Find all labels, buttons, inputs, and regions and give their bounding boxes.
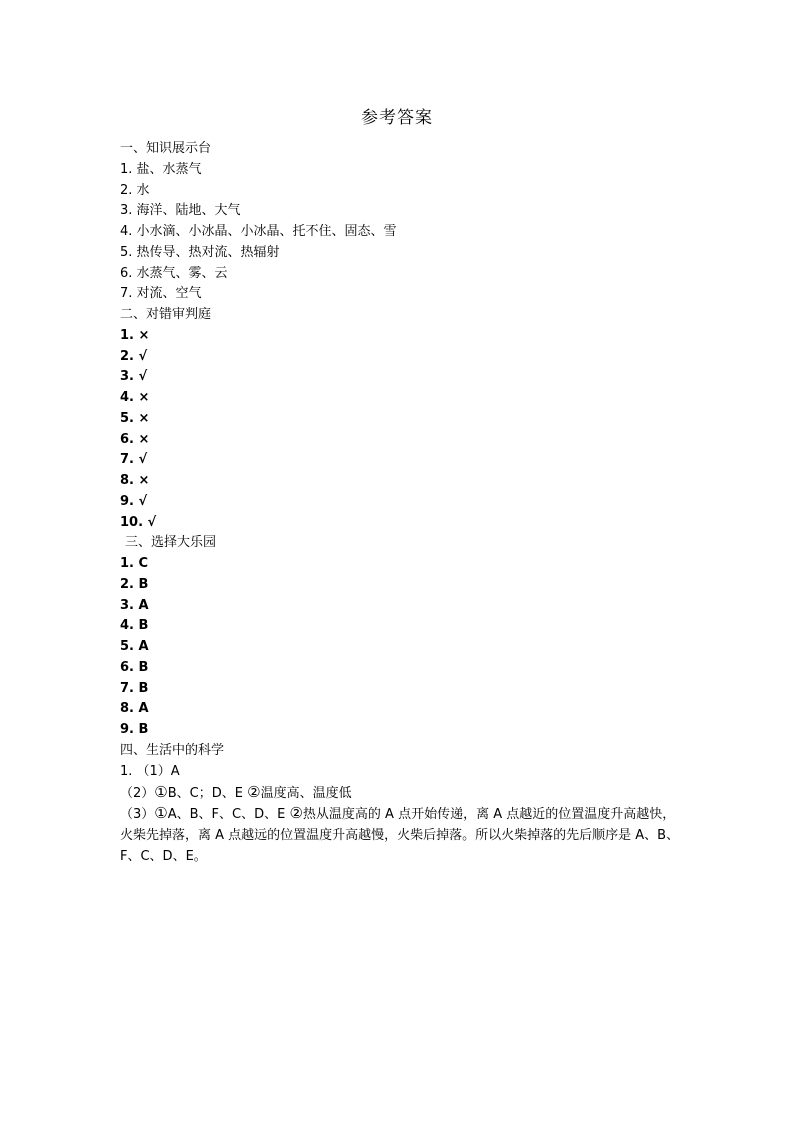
section1-item: 3. 海洋、陆地、大气: [120, 203, 241, 219]
section4-heading: 四、生活中的科学: [120, 742, 225, 758]
answer-content: [120, 139, 680, 867]
section2-item: 9. √: [120, 493, 148, 509]
section4-q1-part3: [120, 803, 680, 867]
section3-item: 2. B: [120, 576, 149, 592]
section2-item: 2. √: [120, 348, 148, 364]
section2-item: 8. ×: [120, 473, 150, 488]
section3-item: 1. C: [120, 556, 149, 571]
section2-item: 7. √: [120, 452, 148, 468]
section2-item: 1. ×: [120, 327, 150, 343]
section1-item: 7. 对流、空气: [120, 286, 202, 302]
section3-item: 3. A: [120, 597, 149, 613]
section3-item: 9. B: [120, 722, 149, 737]
section1-item: 6. 水蒸气、雾、云: [120, 265, 228, 281]
section2-item: 4. ×: [120, 390, 150, 405]
section1-item: 1. 盐、水蒸气: [120, 161, 202, 177]
section3-item: 7. B: [120, 680, 149, 696]
section3-item: 6. B: [120, 659, 149, 675]
circled-one-marker: ①: [154, 804, 168, 822]
section4-q1-part1: 1. （1）A: [120, 763, 180, 779]
section1-item: 2. 水: [120, 182, 150, 198]
part3-prefix: （3）: [120, 807, 155, 822]
section2-item: 6. ×: [120, 431, 150, 447]
section3-heading: 三、选择大乐园: [125, 535, 217, 551]
section3-item: 4. B: [120, 618, 149, 634]
page-title: 参考答案: [361, 108, 433, 128]
section3-item: 8. A: [120, 701, 149, 717]
part2-answer-b: 温度高、温度低: [260, 786, 352, 802]
section2-heading: 二、对错审判庭: [120, 307, 212, 322]
section2-item: 5. ×: [120, 410, 150, 426]
section1-item: 5. 热传导、热对流、热辐射: [120, 244, 280, 260]
circled-two-marker: ②: [289, 804, 303, 822]
section1-item: 4. 小水滴、小冰晶、小冰晶、托不住、固态、雪: [120, 224, 397, 239]
part3-answer-a: A、B、F、C、D、E: [167, 807, 286, 822]
section2-item: 10. √: [120, 514, 157, 530]
circled-two-marker: ②: [247, 783, 261, 802]
part3-answer-b: 热从温度高的 A 点开始传递，离 A 点越近的位置温度升高越快，火柴先掉落，离 A 点越远的位置温度升高越慢，火柴后掉落。所以火柴掉落的先后顺序是 A、B、F、C、D、E。: [120, 807, 680, 864]
section2-item: 3. √: [120, 369, 148, 385]
section3-item: 5. A: [120, 639, 149, 654]
circled-one-marker: ①: [154, 783, 168, 802]
part2-answer-a: B、C；D、E: [167, 786, 243, 802]
section4-q1-part2: [120, 782, 680, 803]
part2-prefix: （2）: [120, 786, 155, 802]
section1-heading: 一、知识展示台: [120, 141, 212, 156]
